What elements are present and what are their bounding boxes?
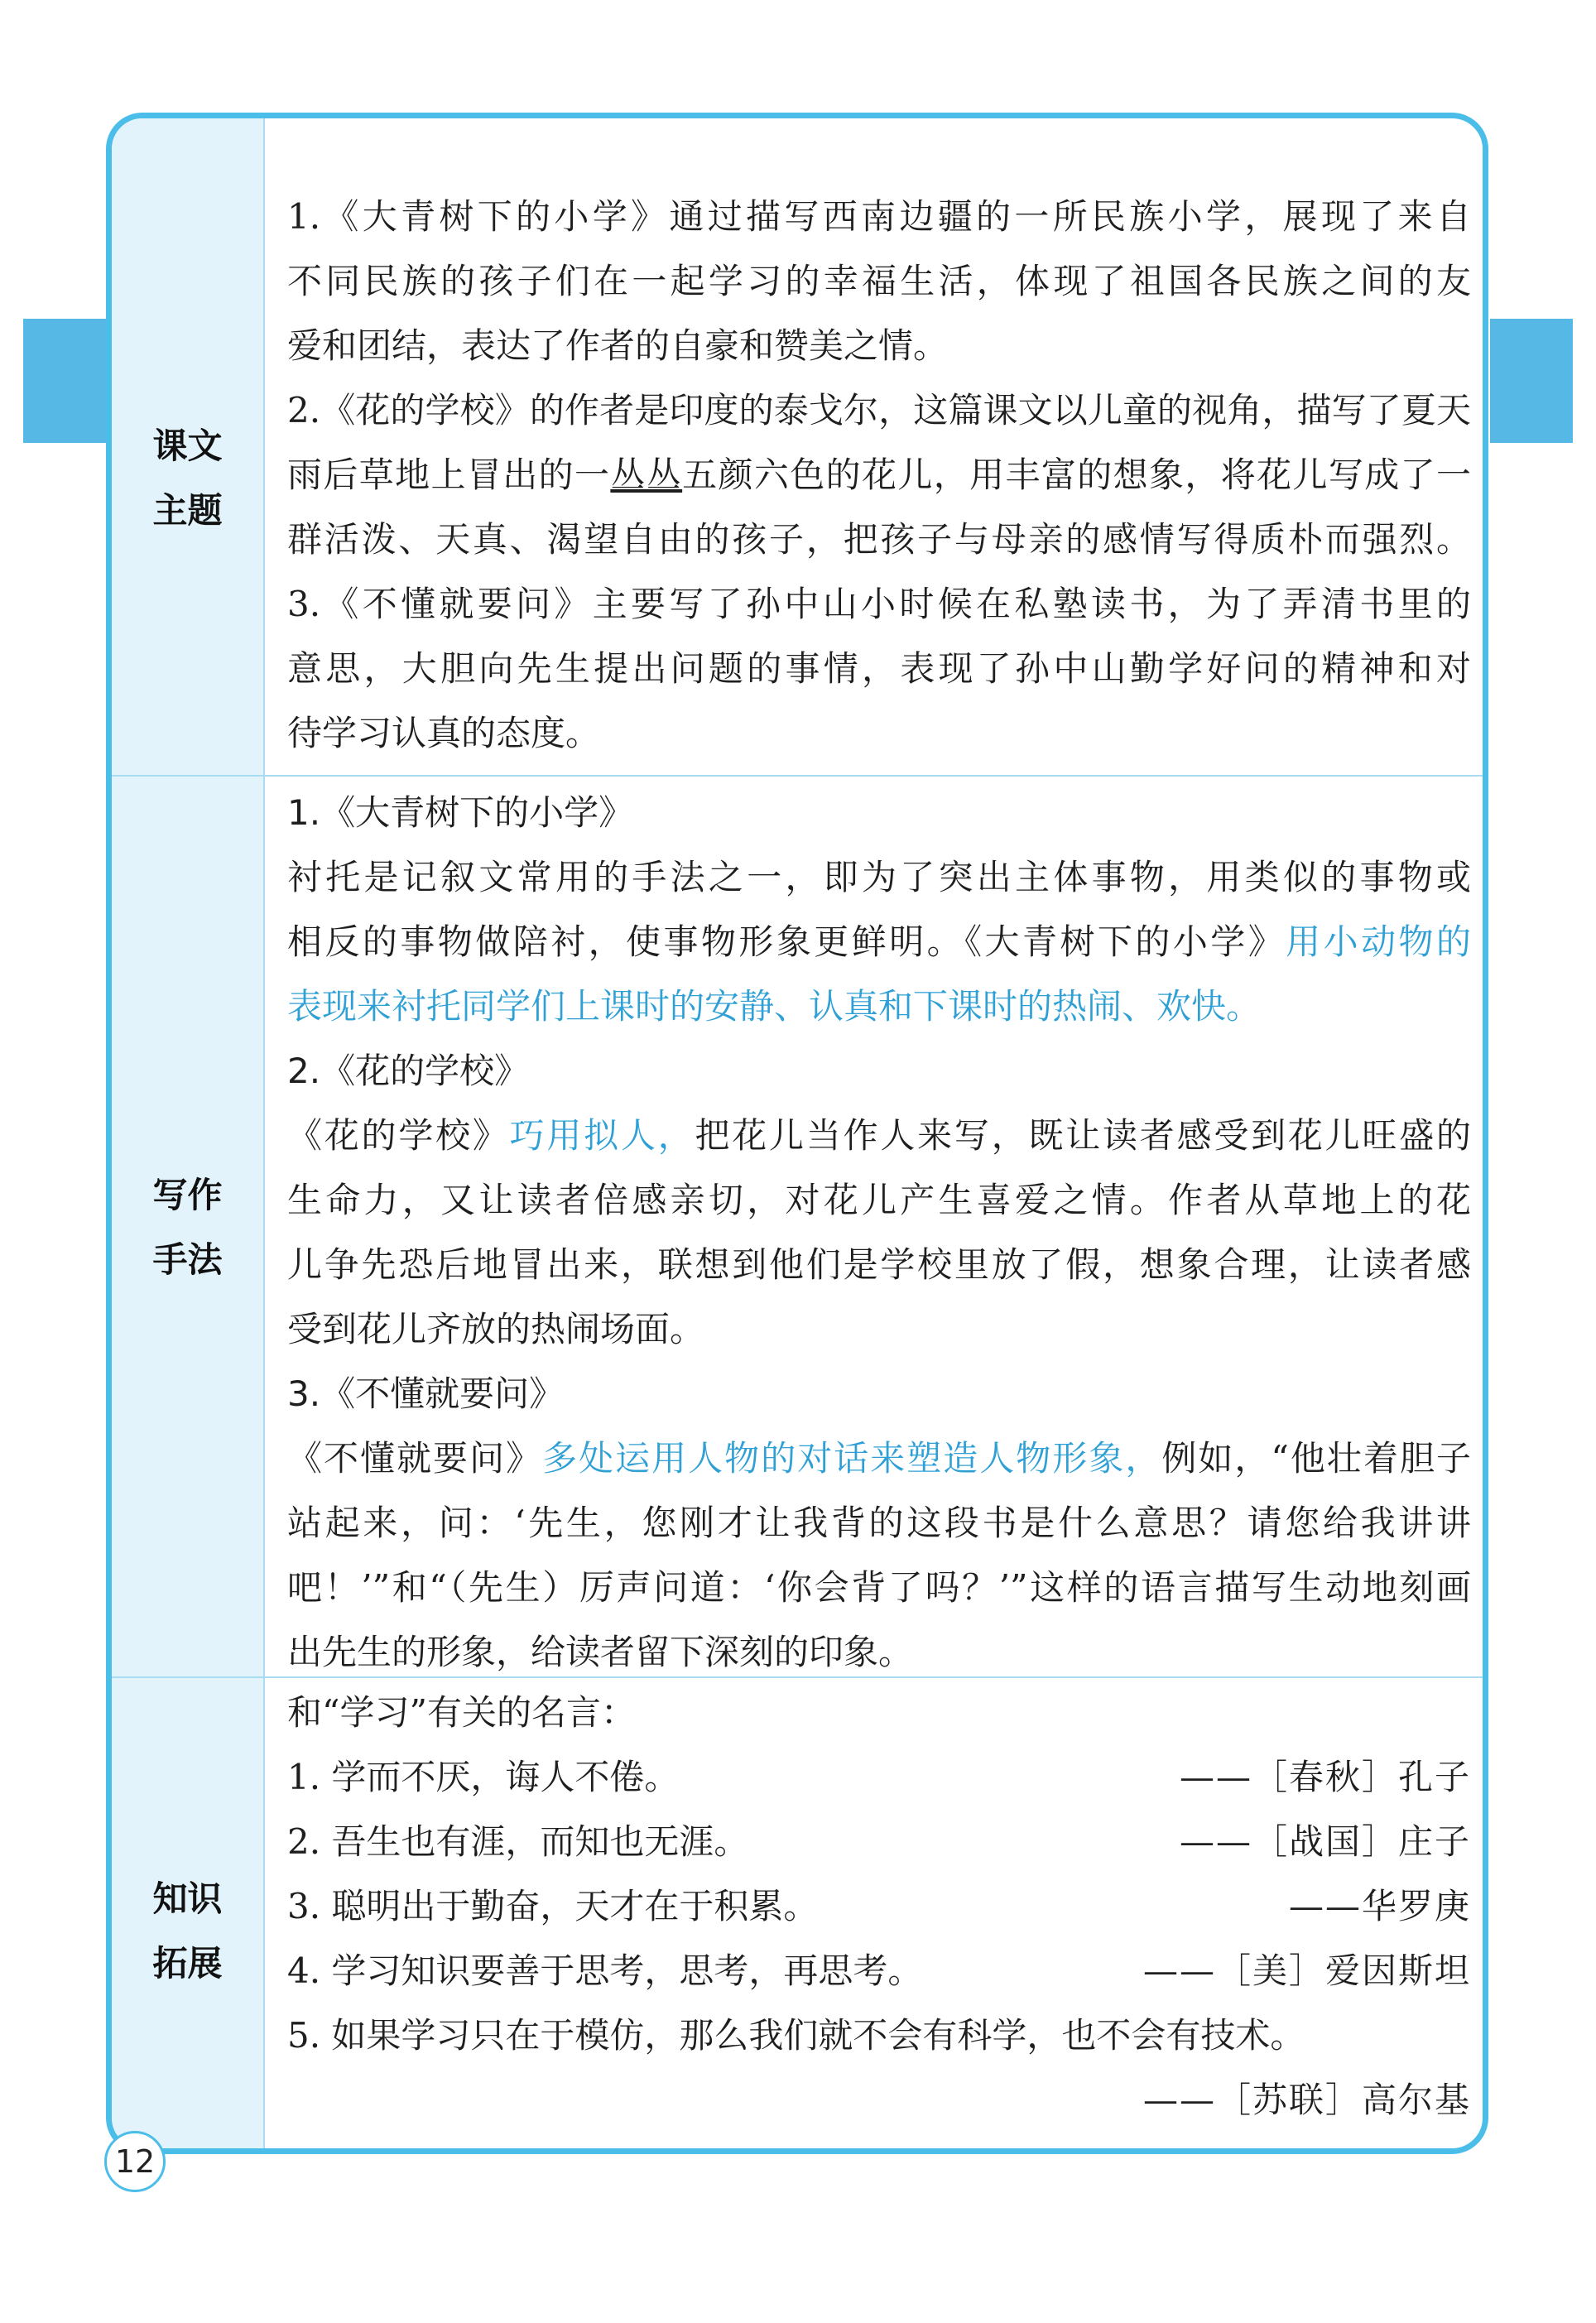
theme-line: 待学习认真的态度。 [287,713,601,753]
writing-line: 生命力，又让读者倍感亲切，对花儿产生喜爱之情。作者从草地上的花 [287,1180,1471,1220]
quote-row [287,1939,1471,2003]
side-tab-left [23,319,116,443]
theme-line: 2.《花的学校》的作者是印度的泰戈尔，这篇课文以儿童的视角，描写了夏天 [287,390,1471,430]
label-theme: 课文 主题 [152,426,223,531]
row-divider-1 [112,775,1483,777]
knowledge-section [287,1681,1471,2133]
side-tab-right [1490,319,1573,443]
theme-line: 爱和团结，表达了作者的自豪和赞美之情。 [287,325,949,366]
writing-line: 受到花儿齐放的热闹场面。 [287,1309,705,1349]
theme-line: 1.《大青树下的小学》通过描写西南边疆的一所民族小学，展现了来自 [287,196,1471,237]
theme-line: 意思，大胆向先生提出问题的事情，表现了孙中山勤学好问的精神和对 [287,648,1471,689]
writing-line: 吧！’”和“（先生）厉声问道：‘你会背了吗？’”这样的语言描写生动地刻画 [287,1567,1471,1608]
quote-text: 2. 吾生也有涯，而知也无涯。 [287,1821,749,1862]
quote-text: 5. 如果学习只在于模仿，那么我们就不会有科学，也不会有技术。 [287,2015,1305,2056]
theme-section [287,185,1471,766]
quote-text: 4. 学习知识要善于思考，思考，再思考。 [287,1950,923,1991]
writing-line: 表现来衬托同学们上课时的安静、认真和下课时的热闹、欢快。 [287,986,1262,1027]
writing-line: 出先生的形象，给读者留下深刻的印象。 [287,1632,914,1672]
page-number: 12 [104,2131,166,2192]
writing-line: 衬托是记叙文常用的手法之一，即为了突出主体事物，用类似的事物或 [287,857,1471,897]
writing-heading-2: 2.《花的学校》 [287,1051,530,1091]
quote-author: ——华罗庚 [1288,1886,1471,1926]
theme-line: 雨后草地上冒出的一丛丛五颜六色的花儿，用丰富的想象，将花儿写成了一 [287,454,1471,495]
theme-line: 不同民族的孩子们在一起学习的幸福生活，体现了祖国各民族之间的友 [287,261,1471,301]
writing-line: 相反的事物做陪衬，使事物形象更鲜明。《大青树下的小学》用小动物的 [287,921,1471,962]
knowledge-intro: 和“学习”有关的名言： [287,1692,636,1733]
quote-row [287,1810,1471,1874]
writing-line: 站起来，问：‘先生，您刚才让我背的这段书是什么意思？请您给我讲讲 [287,1503,1471,1543]
label-writing: 写作 手法 [152,1175,223,1280]
quote-author: ——［苏联］高尔基 [1142,2080,1471,2120]
writing-heading-1: 1.《大青树下的小学》 [287,792,634,833]
column-divider [263,118,265,2148]
theme-line: 3.《不懂就要问》主要写了孙中山小时候在私塾读书，为了弄清书里的 [287,584,1471,624]
writing-line: 《不懂就要问》多处运用人物的对话来塑造人物形象，例如，“他壮着胆子 [287,1438,1471,1479]
writing-line: 《花的学校》巧用拟人，把花儿当作人来写，既让读者感受到花儿旺盛的 [287,1115,1471,1156]
label-knowledge: 知识 拓展 [152,1878,223,1984]
quote-text: 3. 聪明出于勤奋，天才在于积累。 [287,1886,819,1926]
theme-line: 群活泼、天真、渴望自由的孩子，把孩子与母亲的感情写得质朴而强烈。 [287,519,1471,560]
quote-text: 1. 学而不厌，诲人不倦。 [287,1757,680,1797]
content-card [106,113,1488,2154]
quote-row [287,1874,1471,1939]
quote-row [287,1745,1471,1810]
writing-line: 儿争先恐后地冒出来，联想到他们是学校里放了假，想象合理，让读者感 [287,1244,1471,1285]
writing-heading-3: 3.《不懂就要问》 [287,1373,565,1414]
quote-author: ——［春秋］孔子 [1179,1757,1471,1797]
quote-author: ——［战国］庄子 [1179,1821,1471,1862]
writing-section [287,781,1471,1685]
quote-author: ——［美］爱因斯坦 [1142,1950,1471,1991]
